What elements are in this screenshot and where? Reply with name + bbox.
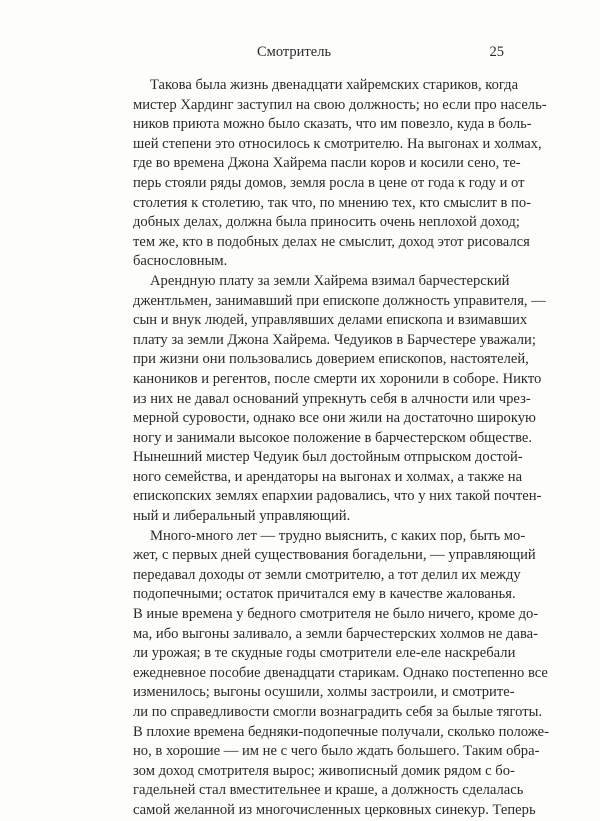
text-line: мистер Хардинг заступил на свою должность; но если про насель-: [133, 96, 547, 113]
text-line: В плохие времена бедняки-подопечные получали, сколько положе-: [133, 723, 549, 740]
paragraph: [133, 527, 549, 821]
chapter-title: Смотритель: [257, 44, 332, 60]
text-line: тем же, кто в подобных делах не смыслит, доход этот рисовался: [133, 233, 530, 250]
text-line: Такова была жизнь двенадцати хайремских стариков, когда: [150, 77, 519, 93]
text-line: каноников и регентов, после смерти их хоронили в соборе. Никто: [133, 370, 542, 387]
text-line: джентльмен, занимавший при епископе должность управителя, —: [133, 292, 546, 309]
text-line: епископских землях епархии радовались, что у них такой почтен-: [133, 488, 542, 505]
text-line: баснословным.: [133, 253, 228, 270]
text-line: ма, ибо выгоны заливало, а земли барчестерских холмов не дава-: [133, 625, 538, 642]
text-line: зом доход смотрителя вырос; живописный домик рядом с бо-: [133, 762, 515, 779]
running-header: [133, 44, 504, 64]
text-line: Много-много лет — трудно выяснить, с каких пор, быть мо-: [150, 527, 526, 544]
text-line: подопечными; остаток причитался ему в качестве жалованья.: [133, 586, 516, 603]
text-line: мерной суровости, однако все они жили на достаточно широкую: [133, 410, 536, 427]
text-line: передавал доходы от земли смотрителю, а тот делил их между: [133, 566, 521, 583]
text-line: Нынешний мистер Чедуик был достойным отпрыском достой-: [133, 449, 523, 466]
text-line: ногу и занимали высокое положение в барчестерском обществе.: [133, 429, 533, 446]
text-line: из них не давал оснований упрекнуть себя в алчности или чрез-: [133, 390, 531, 407]
text-line: добных делах, должна была приносить очень неплохой доход;: [133, 214, 520, 231]
text-line: ли по справедливости смогли вознаградить себя за былые тяготы.: [133, 704, 543, 720]
text-line: ного семейства, и арендаторы на выгонах и холмах, а также на: [133, 468, 523, 485]
text-line: где во времена Джона Хайрема пасли коров и косили сено, те-: [133, 155, 521, 172]
text-line: но, в хорошие — им не с чего было ждать большего. Таким обра-: [133, 743, 540, 760]
page-number: 25: [489, 44, 504, 60]
text-line: при жизни они пользовались доверием епископов, настоятелей,: [133, 351, 529, 368]
text-line: плату за земли Джона Хайрема. Чедуиков в Барчестере уважали;: [133, 331, 536, 348]
text-line: изменилось; выгоны осушили, холмы застроили, и смотрите-: [133, 684, 515, 701]
text-line: ежедневное пособие двенадцати старикам. Однако постепенно все: [133, 664, 548, 681]
text-line: шей степени это относилось к смотрителю. На выгонах и холмах,: [133, 135, 542, 152]
text-line: жет, с первых дней существования богадельни, — управляющий: [133, 547, 536, 564]
paragraph: [133, 76, 547, 272]
text-line: В иные времена у бедного смотрителя не было ничего, кроме до-: [133, 606, 539, 623]
body-text: [133, 76, 549, 821]
text-line: перь стояли ряды домов, земля росла в цене от года к году и от: [133, 174, 525, 191]
text-line: столетия к столетию, так что, по мнению тех, кто смыслит в по-: [133, 194, 531, 211]
text-line: ный и либеральный управляющий.: [133, 508, 351, 525]
text-line: ников приюта можно было сказать, что им повезло, куда в боль-: [133, 116, 532, 133]
text-line: Арендную плату за земли Хайрема взимал барчестерский: [150, 272, 510, 289]
text-line: самой желанной из многочисленных церковных синекур. Теперь: [133, 801, 536, 818]
text-line: гадельней стал вместительнее и краше, а должность сделалась: [133, 782, 524, 799]
text-line: сын и внук людей, управлявших делами епископа и взимавших: [133, 312, 528, 329]
paragraph: [133, 272, 546, 527]
text-line: ли урожая; в те скудные годы смотрители еле-еле наскребали: [133, 645, 516, 662]
